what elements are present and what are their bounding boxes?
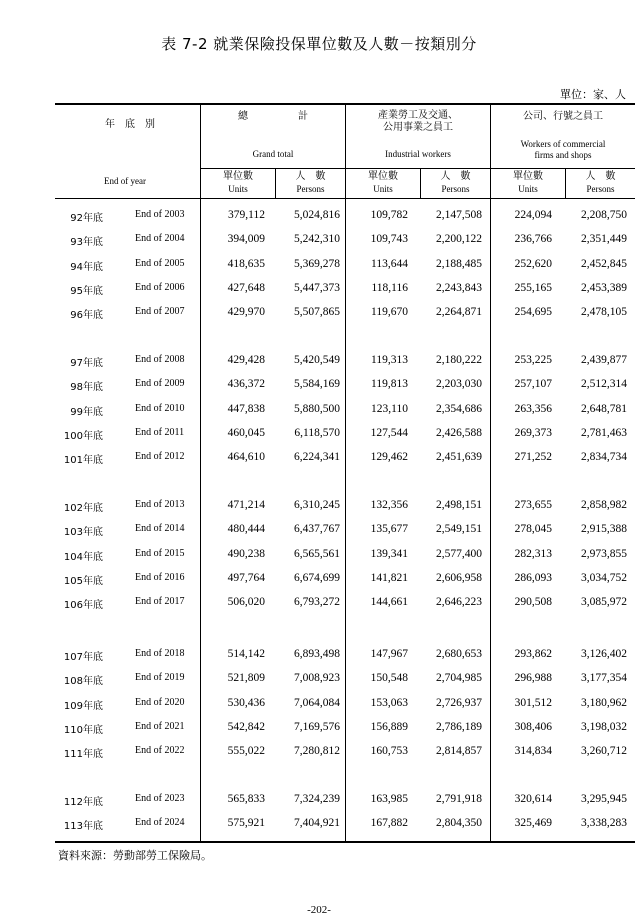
row-year-zh: 99年底 <box>70 406 103 418</box>
cell-industrial-units: 119,813 <box>371 378 408 391</box>
cell-commercial-persons: 3,198,032 <box>581 720 627 733</box>
row-year-zh: 109年底 <box>63 700 103 712</box>
cell-industrial-units: 153,063 <box>370 696 408 709</box>
cell-grand-units: 429,970 <box>227 306 265 319</box>
cell-industrial-persons: 2,606,958 <box>436 571 482 584</box>
cell-commercial-units: 254,695 <box>514 306 552 319</box>
cell-commercial-units: 293,862 <box>514 648 552 660</box>
row-year-en: End of 2009 <box>135 378 185 390</box>
cell-grand-units: 464,610 <box>227 451 265 464</box>
cell-industrial-persons: 2,188,485 <box>436 257 482 270</box>
row-year-zh: 107年底 <box>63 652 103 663</box>
cell-industrial-units: 167,882 <box>370 817 408 830</box>
cell-commercial-units: 296,988 <box>514 672 552 685</box>
cell-commercial-persons: 2,351,449 <box>581 233 627 246</box>
cell-commercial-units: 314,834 <box>514 745 552 758</box>
row-year-zh: 100年底 <box>63 430 103 442</box>
cell-industrial-units: 123,110 <box>371 402 408 415</box>
header-commercial-en-1: Workers of commercial <box>520 139 606 149</box>
row-year-en: End of 2008 <box>135 354 185 365</box>
table-row <box>55 303 635 323</box>
row-year-en: End of 2011 <box>135 426 185 438</box>
header-grand-persons-zh: 人 數 <box>295 171 326 182</box>
table-row <box>55 375 635 395</box>
cell-commercial-units: 255,165 <box>514 281 552 294</box>
row-year-zh: 105年底 <box>63 575 103 587</box>
cell-commercial-units: 252,620 <box>514 257 552 270</box>
table-row <box>55 520 635 540</box>
table-row <box>55 400 635 420</box>
row-year-en: End of 2017 <box>135 596 185 608</box>
header-grand-units-en: Units <box>228 184 248 194</box>
cell-industrial-units: 135,677 <box>370 523 408 536</box>
row-year-en: End of 2019 <box>135 672 185 684</box>
cell-industrial-persons: 2,577,400 <box>436 547 482 560</box>
cell-commercial-persons: 2,834,734 <box>581 451 627 464</box>
table-row <box>55 790 635 810</box>
cell-grand-units: 514,142 <box>227 648 265 660</box>
cell-industrial-persons: 2,680,653 <box>436 648 482 660</box>
cell-commercial-persons: 2,781,463 <box>581 426 627 439</box>
cell-industrial-persons: 2,354,686 <box>436 402 482 415</box>
cell-grand-persons: 5,507,865 <box>294 306 340 319</box>
header-grand-zh: 總 計 <box>238 111 308 122</box>
row-year-zh: 104年底 <box>63 551 103 563</box>
header-grand-units-zh: 單位數 <box>223 171 253 182</box>
cell-commercial-units: 308,406 <box>514 720 552 733</box>
table-row <box>55 424 635 444</box>
header-industrial-units-en: Units <box>373 184 393 194</box>
row-year-en: End of 2020 <box>135 696 185 708</box>
cell-industrial-units: 113,644 <box>371 257 408 270</box>
page-number: -202- <box>307 904 331 916</box>
cell-grand-units: 436,372 <box>227 378 265 391</box>
cell-industrial-units: 144,661 <box>370 596 408 609</box>
cell-industrial-persons: 2,243,843 <box>436 281 482 294</box>
header-commercial-en-2: firms and shops <box>534 150 592 160</box>
cell-industrial-persons: 2,426,588 <box>436 426 482 439</box>
header-year-zh: 年 底 別 <box>105 119 155 130</box>
cell-grand-units: 379,112 <box>228 209 265 221</box>
table-row <box>55 569 635 589</box>
cell-industrial-persons: 2,704,985 <box>436 672 482 685</box>
row-year-en: End of 2010 <box>135 402 185 414</box>
cell-grand-units: 427,648 <box>227 281 265 294</box>
cell-commercial-persons: 3,126,402 <box>581 648 627 660</box>
cell-grand-units: 542,842 <box>227 720 265 733</box>
row-year-zh: 113年底 <box>63 821 103 833</box>
header-industrial-zh-1: 產業勞工及交通、 <box>378 110 458 121</box>
cell-commercial-persons: 2,439,877 <box>581 354 627 366</box>
cell-industrial-persons: 2,498,151 <box>436 499 482 511</box>
header-grand-persons-en: Persons <box>296 184 325 194</box>
row-year-en: End of 2016 <box>135 571 185 583</box>
table-row <box>55 545 635 565</box>
cell-grand-persons: 7,324,239 <box>294 793 340 805</box>
cell-commercial-units: 269,373 <box>514 426 552 439</box>
cell-grand-persons: 6,893,498 <box>294 648 340 660</box>
table-row <box>55 230 635 250</box>
cell-industrial-persons: 2,451,639 <box>436 451 482 464</box>
header-divider-rule <box>200 168 635 169</box>
row-year-en: End of 2007 <box>135 306 185 318</box>
cell-grand-persons: 7,064,084 <box>294 696 340 709</box>
cell-commercial-units: 224,094 <box>514 209 552 221</box>
cell-industrial-persons: 2,646,223 <box>436 596 482 609</box>
table-row <box>55 593 635 613</box>
header-industrial-persons-en: Persons <box>441 184 470 194</box>
cell-grand-persons: 5,447,373 <box>294 281 340 294</box>
source-note: 資料來源：勞動部勞工保險局。 <box>58 849 212 862</box>
table-row <box>55 351 635 371</box>
cell-grand-persons: 5,880,500 <box>294 402 340 415</box>
cell-industrial-units: 156,889 <box>370 720 408 733</box>
row-year-en: End of 2022 <box>135 745 185 757</box>
cell-grand-units: 506,020 <box>227 596 265 609</box>
cell-industrial-units: 147,967 <box>370 648 408 660</box>
cell-industrial-units: 119,313 <box>371 354 408 366</box>
cell-grand-units: 497,764 <box>227 571 265 584</box>
row-year-en: End of 2023 <box>135 793 185 804</box>
cell-commercial-units: 301,512 <box>514 696 552 709</box>
header-commercial-persons-en: Persons <box>586 184 615 194</box>
cell-industrial-units: 150,548 <box>370 672 408 685</box>
cell-grand-units: 490,238 <box>227 547 265 560</box>
cell-commercial-units: 282,313 <box>514 547 552 560</box>
cell-industrial-persons: 2,203,030 <box>436 378 482 391</box>
cell-commercial-units: 236,766 <box>514 233 552 246</box>
cell-industrial-units: 160,753 <box>370 745 408 758</box>
cell-commercial-persons: 3,180,962 <box>581 696 627 709</box>
table-row <box>55 496 635 516</box>
cell-grand-persons: 7,280,812 <box>294 745 340 758</box>
header-year-en: End of year <box>104 176 146 186</box>
cell-commercial-persons: 3,295,945 <box>581 793 627 805</box>
cell-grand-persons: 7,008,923 <box>294 672 340 685</box>
cell-commercial-units: 271,252 <box>514 451 552 464</box>
row-year-zh: 106年底 <box>63 600 103 612</box>
cell-grand-persons: 6,565,561 <box>294 547 340 560</box>
cell-industrial-persons: 2,804,350 <box>436 817 482 830</box>
table-row <box>55 279 635 299</box>
cell-commercial-persons: 3,034,752 <box>581 571 627 584</box>
header-commercial-units-en: Units <box>518 184 538 194</box>
cell-grand-persons: 6,674,699 <box>294 571 340 584</box>
cell-industrial-units: 132,356 <box>370 499 408 511</box>
cell-grand-persons: 6,793,272 <box>294 596 340 609</box>
header-industrial-en: Industrial workers <box>385 149 451 159</box>
table-row <box>55 669 635 689</box>
cell-grand-persons: 5,584,169 <box>294 378 340 391</box>
cell-commercial-persons: 2,858,982 <box>581 499 627 511</box>
cell-commercial-persons: 2,973,855 <box>581 547 627 560</box>
row-year-en: End of 2006 <box>135 281 185 293</box>
cell-commercial-units: 273,655 <box>514 499 552 511</box>
cell-industrial-persons: 2,180,222 <box>436 354 482 366</box>
cell-commercial-persons: 2,208,750 <box>581 209 627 221</box>
row-year-zh: 94年底 <box>70 261 103 273</box>
cell-grand-units: 460,045 <box>227 426 265 439</box>
unit-label: 單位：家、人 <box>560 88 626 101</box>
table-row <box>55 742 635 762</box>
cell-industrial-units: 129,462 <box>370 451 408 464</box>
cell-commercial-units: 257,107 <box>514 378 552 391</box>
cell-industrial-units: 109,743 <box>370 233 408 246</box>
cell-industrial-persons: 2,200,122 <box>436 233 482 246</box>
row-year-zh: 108年底 <box>63 676 103 688</box>
table-row <box>55 206 635 226</box>
cell-commercial-units: 320,614 <box>514 793 552 805</box>
header-commercial-zh: 公司、行號之員工 <box>523 111 603 122</box>
table-row <box>55 718 635 738</box>
cell-commercial-persons: 2,453,389 <box>581 281 627 294</box>
cell-grand-persons: 5,420,549 <box>294 354 340 366</box>
row-year-en: End of 2003 <box>135 209 185 220</box>
row-year-zh: 103年底 <box>63 527 103 539</box>
cell-industrial-units: 118,116 <box>371 281 408 294</box>
row-year-en: End of 2021 <box>135 720 185 732</box>
table-row <box>55 814 635 834</box>
cell-industrial-units: 163,985 <box>370 793 408 805</box>
cell-industrial-persons: 2,791,918 <box>436 793 482 805</box>
header-industrial-zh-2: 公用事業之員工 <box>383 122 453 133</box>
row-year-en: End of 2024 <box>135 817 185 829</box>
table-row <box>55 645 635 665</box>
cell-industrial-persons: 2,726,937 <box>436 696 482 709</box>
row-year-zh: 92年底 <box>70 213 103 224</box>
cell-grand-persons: 6,437,767 <box>294 523 340 536</box>
header-commercial-persons-zh: 人 數 <box>585 171 616 182</box>
cell-grand-units: 565,833 <box>227 793 265 805</box>
cell-grand-units: 480,444 <box>227 523 265 536</box>
page-title: 表 7-2 就業保險投保單位數及人數－按類別分 <box>161 35 477 53</box>
cell-grand-persons: 6,224,341 <box>294 451 340 464</box>
cell-industrial-persons: 2,147,508 <box>436 209 482 221</box>
cell-commercial-persons: 2,915,388 <box>581 523 627 536</box>
cell-grand-persons: 7,404,921 <box>294 817 340 830</box>
cell-commercial-persons: 2,648,781 <box>581 402 627 415</box>
cell-commercial-units: 290,508 <box>514 596 552 609</box>
cell-grand-persons: 7,169,576 <box>294 720 340 733</box>
cell-commercial-units: 325,469 <box>514 817 552 830</box>
cell-grand-units: 521,809 <box>227 672 265 685</box>
cell-commercial-persons: 3,177,354 <box>581 672 627 685</box>
row-year-zh: 93年底 <box>70 237 103 249</box>
row-year-zh: 95年底 <box>70 285 103 297</box>
row-year-zh: 96年底 <box>70 310 103 322</box>
cell-grand-persons: 6,118,570 <box>294 426 340 439</box>
row-year-zh: 98年底 <box>70 382 103 394</box>
row-year-en: End of 2015 <box>135 547 185 559</box>
cell-industrial-persons: 2,549,151 <box>436 523 482 536</box>
row-year-zh: 102年底 <box>63 503 103 514</box>
cell-industrial-persons: 2,786,189 <box>436 720 482 733</box>
cell-grand-units: 555,022 <box>227 745 265 758</box>
row-year-en: End of 2005 <box>135 257 185 269</box>
row-year-zh: 101年底 <box>63 455 103 467</box>
cell-industrial-units: 127,544 <box>370 426 408 439</box>
cell-grand-units: 447,838 <box>227 402 265 415</box>
cell-industrial-persons: 2,814,857 <box>436 745 482 758</box>
cell-grand-units: 530,436 <box>227 696 265 709</box>
cell-commercial-persons: 2,478,105 <box>581 306 627 319</box>
row-year-zh: 111年底 <box>63 749 103 761</box>
cell-grand-persons: 5,242,310 <box>294 233 340 246</box>
row-year-zh: 110年底 <box>63 724 103 736</box>
table-row <box>55 255 635 275</box>
row-year-zh: 97年底 <box>70 358 103 369</box>
row-year-en: End of 2004 <box>135 233 185 245</box>
cell-grand-units: 429,428 <box>227 354 265 366</box>
cell-industrial-units: 139,341 <box>370 547 408 560</box>
cell-grand-units: 418,635 <box>227 257 265 270</box>
cell-commercial-persons: 2,512,314 <box>581 378 627 391</box>
cell-commercial-units: 263,356 <box>514 402 552 415</box>
cell-grand-units: 471,214 <box>227 499 265 511</box>
cell-commercial-persons: 3,260,712 <box>581 745 627 758</box>
cell-commercial-persons: 2,452,845 <box>581 257 627 270</box>
row-year-en: End of 2012 <box>135 451 185 463</box>
cell-commercial-persons: 3,085,972 <box>581 596 627 609</box>
header-industrial-persons-zh: 人 數 <box>440 171 471 182</box>
cell-grand-units: 394,009 <box>227 233 265 246</box>
cell-commercial-units: 253,225 <box>514 354 552 366</box>
cell-commercial-persons: 3,338,283 <box>581 817 627 830</box>
cell-commercial-units: 278,045 <box>514 523 552 536</box>
row-year-en: End of 2018 <box>135 648 185 659</box>
cell-grand-persons: 5,369,278 <box>294 257 340 270</box>
row-year-zh: 112年底 <box>63 797 103 808</box>
header-grand-en: Grand total <box>252 149 294 159</box>
header-industrial-units-zh: 單位數 <box>368 171 398 182</box>
cell-grand-persons: 5,024,816 <box>294 209 340 221</box>
cell-grand-units: 575,921 <box>227 817 265 830</box>
header-commercial-units-zh: 單位數 <box>513 171 543 182</box>
row-year-en: End of 2013 <box>135 499 185 510</box>
cell-industrial-units: 141,821 <box>370 571 408 584</box>
cell-grand-persons: 6,310,245 <box>294 499 340 511</box>
table-row <box>55 448 635 468</box>
cell-industrial-persons: 2,264,871 <box>436 306 482 319</box>
row-year-en: End of 2014 <box>135 523 185 535</box>
cell-industrial-units: 109,782 <box>370 209 408 221</box>
cell-commercial-units: 286,093 <box>514 571 552 584</box>
cell-industrial-units: 119,670 <box>371 306 408 319</box>
table-row <box>55 694 635 714</box>
